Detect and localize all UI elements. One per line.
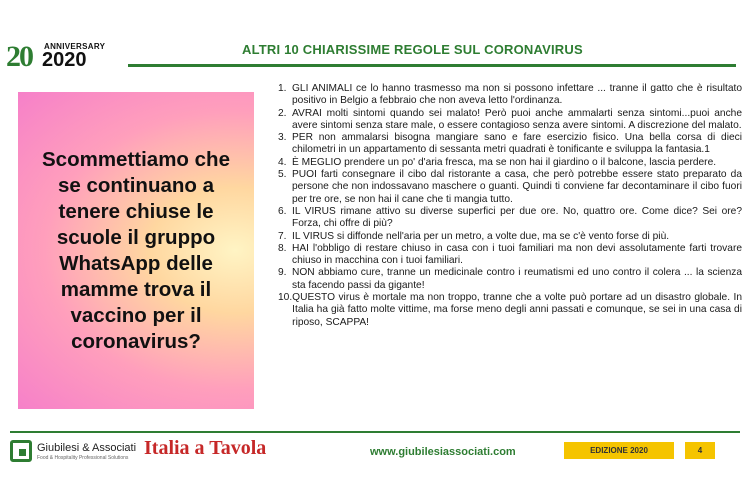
rule-number: 1. xyxy=(278,83,287,94)
logo-anniversary-label: ANNIVERSARY xyxy=(44,42,106,51)
meme-text: Scommettiamo che se continuano a tenere chiuse le scuole il gruppo WhatsApp delle mamme trova il vaccino per il coronavirus? xyxy=(42,147,230,353)
rule-number: 3. xyxy=(278,132,287,144)
page-number: 4 xyxy=(685,442,715,459)
giubilesi-logo xyxy=(10,439,140,467)
rule-number: 4. xyxy=(278,156,287,168)
rule-text: È MEGLIO prendere un po' d'aria fresca, ma se non hai il giardino o il balcone, lascia perdere. xyxy=(292,156,717,168)
company-name: Giubilesi & Associati xyxy=(37,442,137,454)
rule-number: 8. xyxy=(278,242,287,254)
rule-text: QUESTO virus è mortale ma non troppo, tranne che a volte può portare ad un disastro globale. In Italia ha già fatto molte vittime, ma forse meno degli anni passati e comunque, se sei in una casa di riposo, SCAPPA! xyxy=(292,292,742,328)
italia-a-tavola-logo: Italia a Tavola xyxy=(144,437,267,459)
rule-text: GLI ANIMALI ce lo hanno trasmesso ma non si possono infettare ... tranne il gatto che è risultato positivo in Belgio a febbraio che non aveva letto l'ordinanza. xyxy=(292,83,742,107)
anniversary-logo xyxy=(6,40,116,74)
rule-item xyxy=(278,83,742,108)
rules-list xyxy=(278,83,742,329)
giubilesi-icon xyxy=(10,440,32,462)
rule-number: 2. xyxy=(278,107,287,119)
meme-image xyxy=(18,92,254,409)
footer-divider xyxy=(10,431,740,433)
logo-year: 2020 xyxy=(42,49,87,71)
rule-item xyxy=(278,132,742,157)
rule-number: 7. xyxy=(278,230,287,242)
rule-item xyxy=(278,108,742,133)
rule-number: 5. xyxy=(278,169,287,181)
rule-text: HAI l'obbligo di restare chiuso in casa con i tuoi familiari ma non devi assolutamente farti trovare chiuso in macchina con i tuoi familiari. xyxy=(292,242,742,267)
rule-number: 6. xyxy=(278,205,287,217)
rule-text: PER non ammalarsi bisogna mangiare sano e fare esercizio fisico. Una bella corsa di dieci chilometri in un appartamento di sessanta metri quadrati è tonificante e sviluppa la fantasia.1 xyxy=(292,132,742,156)
website-link[interactable]: www.giubilesiassociati.com xyxy=(370,446,516,458)
rule-number: 9. xyxy=(278,267,287,279)
title-divider xyxy=(128,64,736,67)
company-tagline: Food & Hospitality Professional Solutions xyxy=(37,455,129,461)
rule-number: 10. xyxy=(278,292,293,304)
edition-badge: EDIZIONE 2020 xyxy=(564,442,674,459)
rule-item xyxy=(278,157,742,169)
rule-item xyxy=(278,267,742,292)
rule-item xyxy=(278,169,742,206)
rule-text: IL VIRUS si diffonde nell'aria per un metro, a volte due, ma se c'è vento forse di più. xyxy=(292,230,670,242)
rule-item xyxy=(278,206,742,231)
logo-number: 20 xyxy=(6,40,32,73)
rule-item xyxy=(278,243,742,268)
page-title: ALTRI 10 CHIARISSIME REGOLE SUL CORONAVIRUS xyxy=(242,42,583,57)
rule-text: PUOI farti consegnare il cibo dal ristorante a casa, che però potrebbe essere stato preparato da persone che non indossavano maschere o guanti. Quindi ti conviene far decontaminare il cibo fuori per tre ore, se non hai il cane che ti mangia tutto. xyxy=(292,169,742,205)
rule-item xyxy=(278,292,742,329)
rule-text: AVRAI molti sintomi quando sei malato! Però puoi anche ammalarti senza sintomi...puoi anche avere sintomi senza stare male, o essere contagioso senza avere sintomi. A discrezione del malato. xyxy=(292,107,742,131)
rule-item xyxy=(278,231,742,243)
rule-text: IL VIRUS rimane attivo su diverse superfici per due ore. No, quattro ore. Come dice? Sei ore? Forza, chi offre di più? xyxy=(292,205,742,230)
rule-text: NON abbiamo cure, tranne un medicinale contro i reumatismi ed uno contro il colera ... la scienza sta facendo passi da gigante! xyxy=(292,267,742,291)
